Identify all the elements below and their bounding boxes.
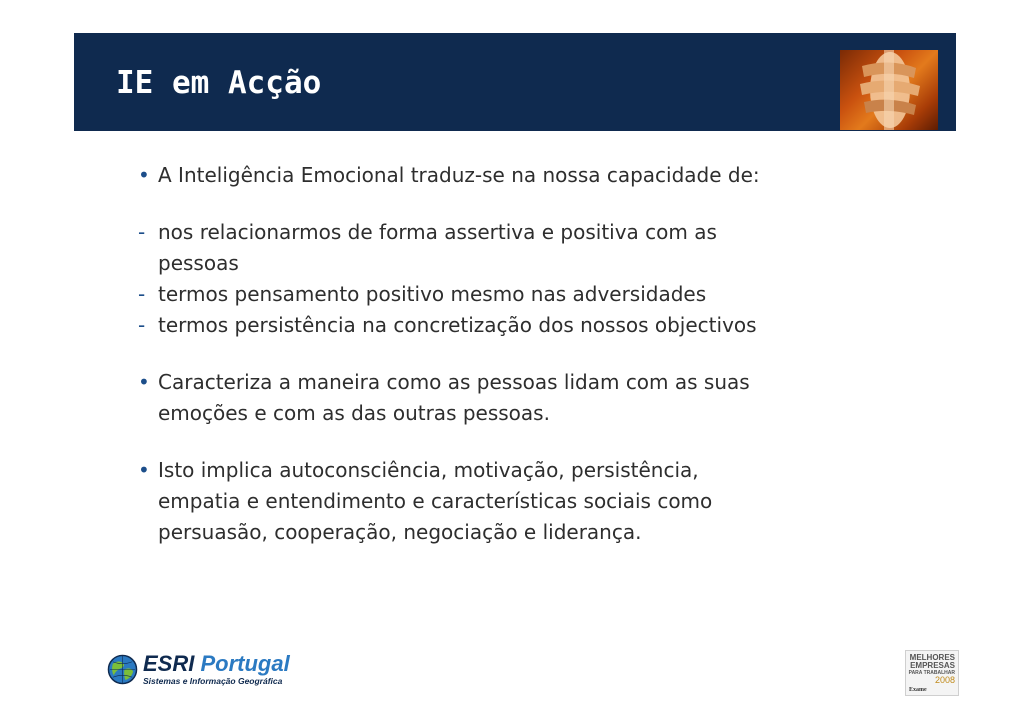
title-banner bbox=[74, 33, 956, 131]
brand-name-part2: Portugal bbox=[200, 651, 290, 676]
bullet-text: persuasão, cooperação, negociação e liderança. bbox=[158, 520, 642, 544]
bullet-marker: • bbox=[138, 370, 150, 394]
bullet-text: Isto implica autoconsciência, motivação, persistência, bbox=[158, 458, 699, 482]
award-line3: PARA TRABALHAR bbox=[908, 670, 955, 676]
list-item bbox=[140, 279, 920, 310]
list-item-continuation bbox=[140, 248, 920, 279]
award-line1: MELHORES bbox=[909, 653, 955, 662]
brand-tagline: Sistemas e Informação Geográfica bbox=[143, 676, 283, 686]
slide-title: IE em Acção bbox=[116, 65, 322, 101]
dash-marker: - bbox=[138, 313, 146, 337]
bullet-marker: • bbox=[138, 458, 150, 482]
dash-item-text: pessoas bbox=[158, 251, 239, 275]
dash-item-text: termos pensamento positivo mesmo nas adversidades bbox=[158, 282, 707, 306]
dash-marker: - bbox=[138, 282, 146, 306]
bullet-text: empatia e entendimento e características sociais como bbox=[158, 489, 713, 513]
bullet-text: Caracteriza a maneira como as pessoas lidam com as suas bbox=[158, 370, 750, 394]
award-year: 2008 bbox=[934, 675, 955, 685]
intro-text: A Inteligência Emocional traduz-se na nossa capacidade de: bbox=[158, 163, 760, 187]
brand-name bbox=[143, 651, 290, 677]
dash-item-text: nos relacionarmos de forma assertiva e positiva com as bbox=[158, 220, 717, 244]
list-item-continuation bbox=[140, 486, 920, 517]
award-badge bbox=[905, 650, 959, 696]
list-item bbox=[140, 310, 920, 341]
dash-marker: - bbox=[138, 220, 146, 244]
globe-icon bbox=[107, 654, 138, 685]
bullet-text: emoções e com as das outras pessoas. bbox=[158, 401, 550, 425]
list-item bbox=[140, 455, 920, 486]
list-item bbox=[140, 217, 920, 248]
hands-photo-graphic bbox=[840, 50, 938, 130]
bullet-marker: • bbox=[138, 163, 150, 187]
list-item-continuation bbox=[140, 517, 920, 548]
hands-teamwork-photo bbox=[840, 50, 938, 130]
award-publisher: Exame bbox=[909, 687, 927, 693]
list-item bbox=[140, 160, 920, 191]
slide-body bbox=[140, 160, 920, 548]
brand-name-part1: ESRI bbox=[143, 651, 195, 676]
list-item-continuation bbox=[140, 398, 920, 429]
list-item bbox=[140, 367, 920, 398]
dash-item-text: termos persistência na concretização dos nossos objectivos bbox=[158, 313, 757, 337]
award-line2: EMPRESAS bbox=[910, 661, 955, 670]
